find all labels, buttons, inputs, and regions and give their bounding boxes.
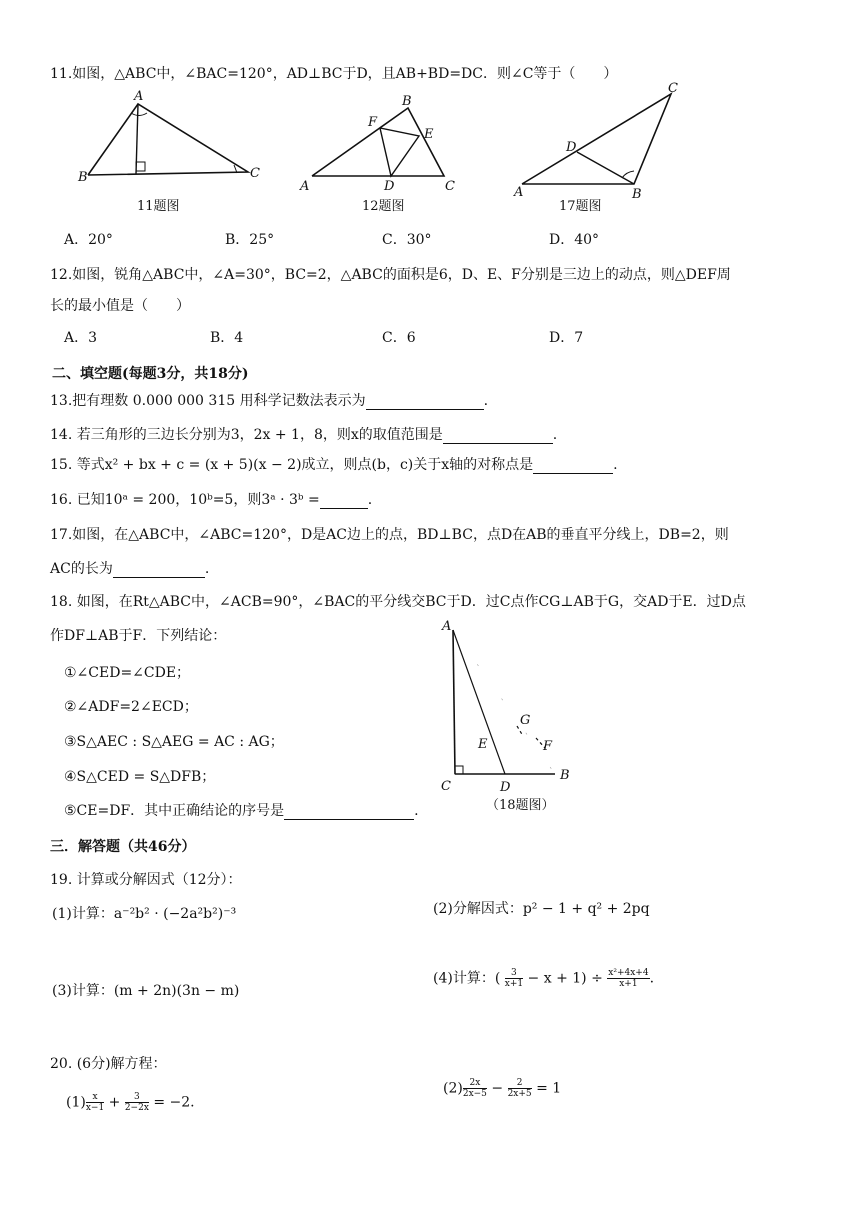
q19-part-4-mid: − x + 1) ÷ xyxy=(527,970,603,987)
q19-part-1: (1)计算：a⁻²b² · (−2a²b²)⁻³ xyxy=(52,906,237,922)
q18-answer-blank[interactable] xyxy=(284,805,414,820)
q20-part-2 xyxy=(443,1078,561,1106)
fig11-label-A: A xyxy=(134,89,144,104)
q18-conclusion-1: ①∠CED=∠CDE； xyxy=(64,665,191,681)
fig18-label-D: D xyxy=(500,780,511,795)
q18-line2: 作DF⊥AB于F．下列结论： xyxy=(50,628,227,644)
fig12-label-A: A xyxy=(300,179,310,194)
q20-part-1-plus: + xyxy=(108,1094,121,1111)
fig12-label-D: D xyxy=(384,179,395,194)
q16-end: . xyxy=(367,492,373,508)
fig17-caption: 17题图 xyxy=(559,199,602,214)
fig18-label-E: E xyxy=(478,737,488,752)
section-3-heading: 三．解答题（共46分） xyxy=(50,839,196,855)
q19-stem: 19. 计算或分解因式（12分）： xyxy=(50,872,242,888)
q20-stem: 20. (6分)解方程： xyxy=(50,1056,167,1072)
fig18-caption: （18题图） xyxy=(486,798,555,813)
fig12-label-E: E xyxy=(424,127,434,142)
q11-option-b: B．25° xyxy=(225,232,275,248)
q19-part-2: (2)分解因式：p² − 1 + q² + 2pq xyxy=(433,901,650,917)
q13-end: . xyxy=(483,393,489,409)
q12-option-d: D．7 xyxy=(549,330,584,346)
q20-p2-fraction-1 xyxy=(463,1078,487,1099)
q18-conclusion-2: ②∠ADF=2∠ECD； xyxy=(64,699,198,715)
fig18-label-F: F xyxy=(543,739,553,754)
q16 xyxy=(50,491,372,509)
q13-answer-blank[interactable] xyxy=(366,395,484,410)
q12-line1: 12.如图，锐角△ABC中，∠A=30°，BC=2，△ABC的面积是6，D、E、F分别是三边上的动点，则△DEF周 xyxy=(50,267,731,283)
q19-f1-numerator: 3 xyxy=(505,968,523,979)
q15-text: 15. 等式x² + bx + c = (x + 5)(x − 2)成立，则点(b，c)关于x轴的对称点是 xyxy=(50,457,534,473)
fig12-caption: 12题图 xyxy=(362,199,405,214)
q20-p1-f2-numerator: 3 xyxy=(125,1092,149,1103)
q20-p2-f2-numerator: 2 xyxy=(508,1078,532,1089)
q18-conclusion-4: ④S△CED = S△DFB； xyxy=(64,769,216,785)
q15 xyxy=(50,456,618,474)
fig11-label-C: C xyxy=(250,166,260,181)
q19-part-4-end: . xyxy=(649,970,655,987)
q18-conclusion-5 xyxy=(64,802,419,820)
q15-answer-blank[interactable] xyxy=(533,459,613,474)
q20-part-1 xyxy=(66,1092,195,1120)
fig12-label-F: F xyxy=(368,115,378,130)
q19-part-4 xyxy=(433,968,654,996)
q20-p2-f1-numerator: 2x xyxy=(463,1078,487,1089)
q17-end: . xyxy=(204,561,210,577)
q19-f1-denominator: x+1 xyxy=(504,979,524,989)
q20-p1-f2-denominator: 2−2x xyxy=(124,1103,149,1113)
q16-answer-blank[interactable] xyxy=(320,494,368,509)
q19-f2-numerator: x²+4x+4 xyxy=(608,968,649,978)
q14 xyxy=(50,426,557,444)
q20-p2-f2-denominator: 2x+5 xyxy=(507,1089,532,1099)
fig17-label-A: A xyxy=(514,185,524,200)
q17-line2 xyxy=(50,560,209,578)
q18-end: . xyxy=(414,803,419,819)
fig11-label-B: B xyxy=(78,170,88,185)
q11-stem: 11.如图，△ABC中，∠BAC=120°，AD⊥BC于D，且AB+BD=DC．则∠C等于（ ） xyxy=(50,66,618,82)
q12-line2: 长的最小值是（ ） xyxy=(50,298,190,314)
section-2-heading: 二、填空题(每题3分，共18分) xyxy=(52,366,249,382)
q20-part-1-end: = −2. xyxy=(153,1094,195,1111)
q19-part-3: (3)计算：(m + 2n)(3n − m) xyxy=(52,983,240,999)
q20-p1-fraction-2 xyxy=(125,1092,149,1113)
q20-part-2-minus: − xyxy=(491,1080,504,1097)
q18-line1: 18. 如图，在Rt△ABC中，∠ACB=90°，∠BAC的平分线交BC于D．过C点作CG⊥AB于G，交AD于E．过D点 xyxy=(50,594,746,610)
q12-option-b: B．4 xyxy=(210,330,244,346)
q12-option-c: C．6 xyxy=(382,330,416,346)
q18-conclusion-3: ③S△AEC : S△AEG = AC : AG； xyxy=(64,734,284,750)
q13-text: 13.把有理数 0.000 000 315 用科学记数法表示为 xyxy=(50,393,366,409)
fig17-label-D: D xyxy=(566,140,577,155)
q12-option-a: A．3 xyxy=(64,330,98,346)
q20-p1-fraction-1 xyxy=(86,1092,104,1113)
fig12-label-C: C xyxy=(445,179,455,194)
fig17-label-C: C xyxy=(668,81,678,96)
q20-p1-f1-denominator: x−1 xyxy=(85,1103,105,1113)
q20-part-2-end: = 1 xyxy=(536,1080,562,1097)
q19-part-4-fraction-2 xyxy=(607,968,649,989)
fig18-label-C: C xyxy=(441,779,451,794)
q11-option-a: A．20° xyxy=(64,232,113,248)
fig18-label-B: B xyxy=(560,768,570,783)
q18-conclusion-5-text: ⑤CE=DF．其中正确结论的序号是 xyxy=(64,803,285,819)
q13 xyxy=(50,392,488,410)
q20-p2-fraction-2 xyxy=(508,1078,532,1099)
q11-option-c: C．30° xyxy=(382,232,432,248)
q20-p1-f1-numerator: x xyxy=(86,1092,104,1103)
q14-text: 14. 若三角形的三边长分别为3，2x + 1，8，则x的取值范围是 xyxy=(50,427,443,443)
fig18-label-G: G xyxy=(520,713,531,728)
q17-line1: 17.如图，在△ABC中，∠ABC=120°，D是AC边上的点，BD⊥BC，点D在AB的垂直平分线上，DB=2，则 xyxy=(50,527,729,543)
q17-answer-blank[interactable] xyxy=(113,563,205,578)
q11-option-d: D．40° xyxy=(549,232,600,248)
q15-end: . xyxy=(613,457,618,473)
fig17-label-B: B xyxy=(632,187,642,202)
q14-end: . xyxy=(552,427,558,443)
q19-f2-denominator: x+1 xyxy=(619,979,638,989)
q20-part-2-prefix: (2) xyxy=(443,1080,463,1097)
q20-p2-f1-denominator: 2x−5 xyxy=(462,1089,487,1099)
q19-part-4-fraction-1 xyxy=(505,968,523,989)
fig18-label-A: A xyxy=(442,619,452,634)
q19-part-4-prefix: (4)计算：( xyxy=(433,970,501,987)
q20-part-1-prefix: (1) xyxy=(66,1094,86,1111)
fig12-label-B: B xyxy=(402,94,412,109)
q14-answer-blank[interactable] xyxy=(443,429,553,444)
q16-text: 16. 已知10ᵃ = 200，10ᵇ=5，则3ᵃ · 3ᵇ = xyxy=(50,492,320,508)
q17-line2-text: AC的长为 xyxy=(50,561,113,577)
fig11-caption: 11题图 xyxy=(137,199,180,214)
